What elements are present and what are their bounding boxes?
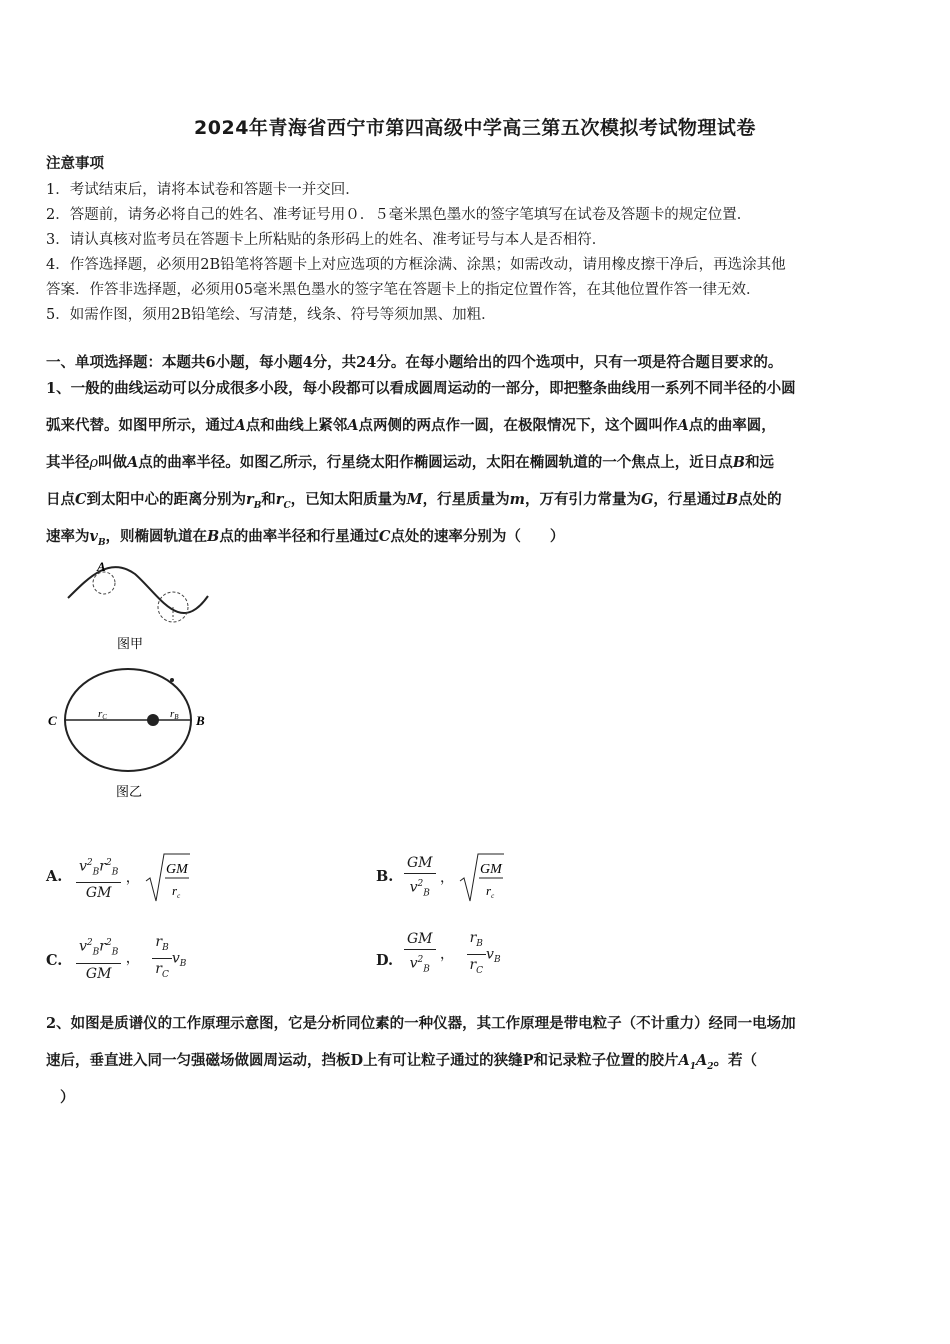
question-1-line: 日点C到太阳中心的距离分别为$r_B$和$r_C$，已知太阳质量为M，行星质量为m，万有引力常量为G，行星通过B点处的 — [46, 491, 782, 511]
figure-jia-caption: 图甲 — [117, 637, 144, 652]
notice-heading: 注意事项 — [46, 155, 104, 172]
notice-item: 4．作答选择题，必须用2B铅笔将答题卡上对应选项的方框涂满、涂黑；如需改动，请用橡皮擦干净后，再选涂其他 — [46, 257, 786, 273]
option-key: B. — [376, 868, 394, 885]
question-2-line: 2、如图是质谱仪的工作原理示意图，它是分析同位素的一种仪器，其工作原理是带电粒子（不计重力）经同一电场加 — [46, 1015, 796, 1032]
question-2-line: 速后，垂直进入同一匀强磁场做圆周运动，挡板D上有可让粒子通过的狭缝P和记录粒子位置的胶片$A_1A_2$。若（ — [46, 1052, 758, 1072]
page-title: 2024年青海省西宁市第四高级中学高三第五次模拟考试物理试卷 — [194, 117, 756, 139]
option-key: C. — [46, 952, 63, 969]
option-a-formula: $\frac{v^2_Br^2_B}{GM}$ ， GM $r_c$ — [76, 851, 192, 905]
notice-item: 1．考试结束后，请将本试卷和答题卡一并交回． — [46, 182, 360, 198]
point-b-label: B — [196, 713, 205, 728]
notice-item: 3．请认真核对监考员在答题卡上所粘贴的条形码上的姓名、准考证号与本人是否相符． — [46, 232, 607, 248]
option-key: A. — [46, 868, 63, 885]
section-heading: 一、单项选择题：本题共6小题，每小题4分，共24分。在每小题给出的四个选项中，只有一项是符合题目要求的。 — [46, 354, 783, 371]
question-1-line: 速率为$v_B$，则椭圆轨道在B点的曲率半径和行星通过C点处的速率分别为（ ） — [46, 528, 565, 548]
question-1-line: 1、一般的曲线运动可以分成很多小段，每小段都可以看成圆周运动的一部分，即把整条曲线用一系列不同半径的小圆 — [46, 380, 796, 397]
figure-jia — [60, 556, 220, 656]
notice-item: 答案．作答非选择题，必须用05毫米黑色墨水的签字笔在答题卡上的指定位置作答，在其他位置作答一律无效． — [46, 282, 761, 298]
option-c[interactable] — [46, 952, 62, 969]
svg-text:GM: GM — [480, 862, 503, 877]
question-1-line: 弧来代替。如图甲所示，通过A点和曲线上紧邻A点两侧的两点作一圆，在极限情况下，这个圆叫作A点的曲率圆， — [46, 417, 776, 434]
point-c-label: C — [48, 713, 57, 728]
figure-yi — [44, 668, 224, 802]
svg-text:GM: GM — [166, 862, 189, 877]
sqrt-symbol — [458, 851, 506, 905]
notice-item: 2．答题前，请务必将自己的姓名、准考证号用０．５毫米黑色墨水的签字笔填写在试卷及答题卡的规定位置． — [46, 207, 752, 223]
option-d[interactable] — [376, 952, 393, 969]
option-c-formula: $\frac{v^2_Br^2_B}{GM}$ ， $\frac{r_B}{r_C}$ $v_B$ — [76, 932, 186, 985]
curve-line — [68, 567, 208, 613]
planet-dot — [170, 678, 174, 682]
rc-label: rC — [98, 708, 107, 721]
question-1-line: 其半径ρ叫做A点的曲率半径。如图乙所示，行星绕太阳作椭圆运动，太阳在椭圆轨道的一个焦点上，近日点B和远 — [46, 454, 775, 471]
point-a-label: A — [97, 559, 106, 574]
option-key: D. — [376, 952, 394, 969]
figure-yi-caption: 图乙 — [116, 785, 143, 800]
svg-text:rc: $r_c$ — [172, 883, 181, 900]
option-b-formula: $\frac{GM}{v^2_B}$ ， GM $r_c$ — [404, 851, 506, 905]
notice-item: 5．如需作图，须用2B铅笔绘、写清楚，线条、符号等须加黑、加粗． — [46, 307, 496, 323]
option-d-formula: $\frac{GM}{v^2_B}$ ， $\frac{r_B}{r_C}$ $v_B$ — [404, 928, 501, 981]
sun-dot — [147, 714, 159, 726]
sqrt-symbol — [144, 851, 192, 905]
curvature-circle-a — [93, 572, 115, 594]
option-b[interactable] — [376, 868, 393, 885]
svg-text:rc: $r_c$ — [486, 883, 495, 900]
option-a[interactable] — [46, 868, 62, 885]
rb-label: rB — [170, 708, 179, 721]
question-2-line: ） — [60, 1089, 75, 1106]
